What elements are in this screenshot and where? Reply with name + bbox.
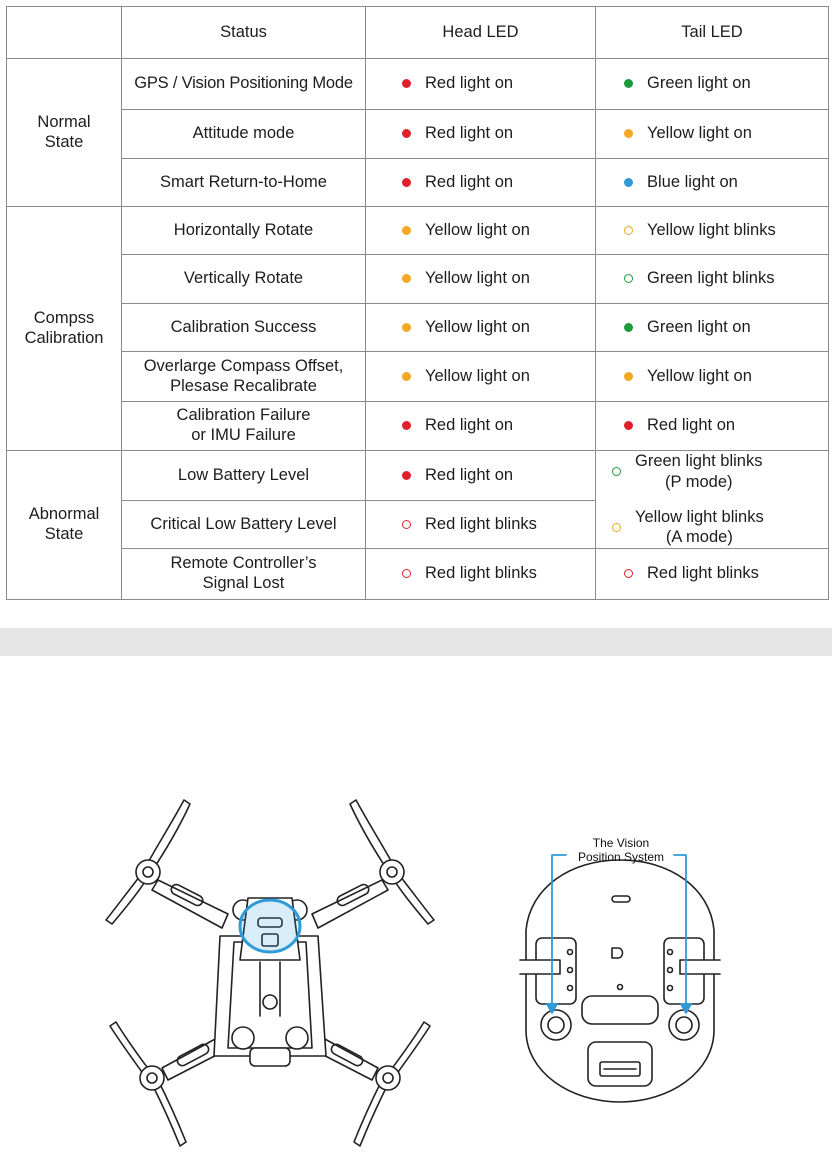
table-row <box>7 304 829 352</box>
group-label: Abnormal State <box>7 451 122 600</box>
header-group <box>7 7 122 59</box>
status-cell: Remote Controller’s Signal Lost <box>122 549 366 600</box>
tail-led-cell: Yellow light on <box>596 110 829 159</box>
head-led-cell: Yellow light on <box>366 304 596 352</box>
table-row <box>7 59 829 110</box>
led-dot-icon <box>612 467 621 476</box>
table-row <box>7 352 829 402</box>
led-dot-icon <box>402 178 411 187</box>
head-led-cell: Red light blinks <box>366 549 596 600</box>
led-dot-icon <box>402 421 411 430</box>
led-dot-icon <box>402 520 411 529</box>
table-row <box>7 549 829 600</box>
head-led-cell: Yellow light on <box>366 207 596 255</box>
table-header-row <box>7 7 829 59</box>
head-led-cell: Red light blinks <box>366 501 596 549</box>
led-dot-icon <box>402 372 411 381</box>
status-cell: Calibration Success <box>122 304 366 352</box>
status-cell: Smart Return-to-Home <box>122 159 366 207</box>
led-dot-icon <box>624 421 633 430</box>
head-led-cell: Yellow light on <box>366 352 596 402</box>
led-dot-icon <box>402 323 411 332</box>
tail-led-cell: Yellow light blinks <box>596 207 829 255</box>
table-row <box>7 207 829 255</box>
table-row <box>7 110 829 159</box>
group-label: Compss Calibration <box>7 207 122 451</box>
status-cell: GPS / Vision Positioning Mode <box>122 59 366 110</box>
led-dot-icon <box>624 323 633 332</box>
head-led-cell: Red light on <box>366 59 596 110</box>
status-cell: Horizontally Rotate <box>122 207 366 255</box>
right-vision-sensor <box>669 1010 699 1040</box>
led-dot-icon <box>402 79 411 88</box>
led-dot-icon <box>624 274 633 283</box>
tail-led-cell: Green light blinks <box>596 255 829 304</box>
head-led-cell: Red light on <box>366 451 596 501</box>
table-row <box>7 255 829 304</box>
led-dot-icon <box>624 79 633 88</box>
tail-led-cell: Green light on <box>596 59 829 110</box>
left-vision-sensor <box>541 1010 571 1040</box>
group-label: Normal State <box>7 59 122 207</box>
drone-bottom-illustration <box>100 786 440 1168</box>
head-led-cell: Yellow light on <box>366 255 596 304</box>
tail-led-cell: Red light on <box>596 402 829 451</box>
status-cell: Overlarge Compass Offset, Plesase Recalibrate <box>122 352 366 402</box>
led-dot-icon <box>402 471 411 480</box>
led-dot-icon <box>402 226 411 235</box>
tail-led-cell: Yellow light on <box>596 352 829 402</box>
tail-led-cell: Blue light on <box>596 159 829 207</box>
vision-sensor-highlight <box>240 900 300 952</box>
tail-led-cell: Green light blinks (P mode) Yellow light blinks (A mode) <box>596 451 829 549</box>
header-status: Status <box>122 7 366 59</box>
led-dot-icon <box>624 226 633 235</box>
status-cell: Critical Low Battery Level <box>122 501 366 549</box>
status-cell: Vertically Rotate <box>122 255 366 304</box>
header-tail-led: Tail LED <box>596 7 829 59</box>
status-cell: Attitude mode <box>122 110 366 159</box>
vision-system-label: The Vision Position System <box>577 836 665 865</box>
led-dot-icon <box>402 569 411 578</box>
propeller-front-left <box>106 800 190 924</box>
led-dot-icon <box>624 372 633 381</box>
header-head-led: Head LED <box>366 7 596 59</box>
propeller-rear-right <box>354 1022 430 1146</box>
led-dot-icon <box>624 569 633 578</box>
led-dot-icon <box>624 178 633 187</box>
led-dot-icon <box>402 129 411 138</box>
section-divider-band <box>0 628 832 656</box>
table-row <box>7 402 829 451</box>
propeller-rear-left <box>110 1022 186 1146</box>
led-dot-icon <box>624 129 633 138</box>
propeller-front-right <box>350 800 434 924</box>
table-row <box>7 159 829 207</box>
head-led-cell: Red light on <box>366 159 596 207</box>
table-row <box>7 451 829 501</box>
led-status-table <box>6 6 829 600</box>
status-cell: Calibration Failure or IMU Failure <box>122 402 366 451</box>
head-led-cell: Red light on <box>366 402 596 451</box>
tail-led-cell: Red light blinks <box>596 549 829 600</box>
head-led-cell: Red light on <box>366 110 596 159</box>
tail-led-cell: Green light on <box>596 304 829 352</box>
status-cell: Low Battery Level <box>122 451 366 501</box>
led-dot-icon <box>612 523 621 532</box>
led-dot-icon <box>402 274 411 283</box>
